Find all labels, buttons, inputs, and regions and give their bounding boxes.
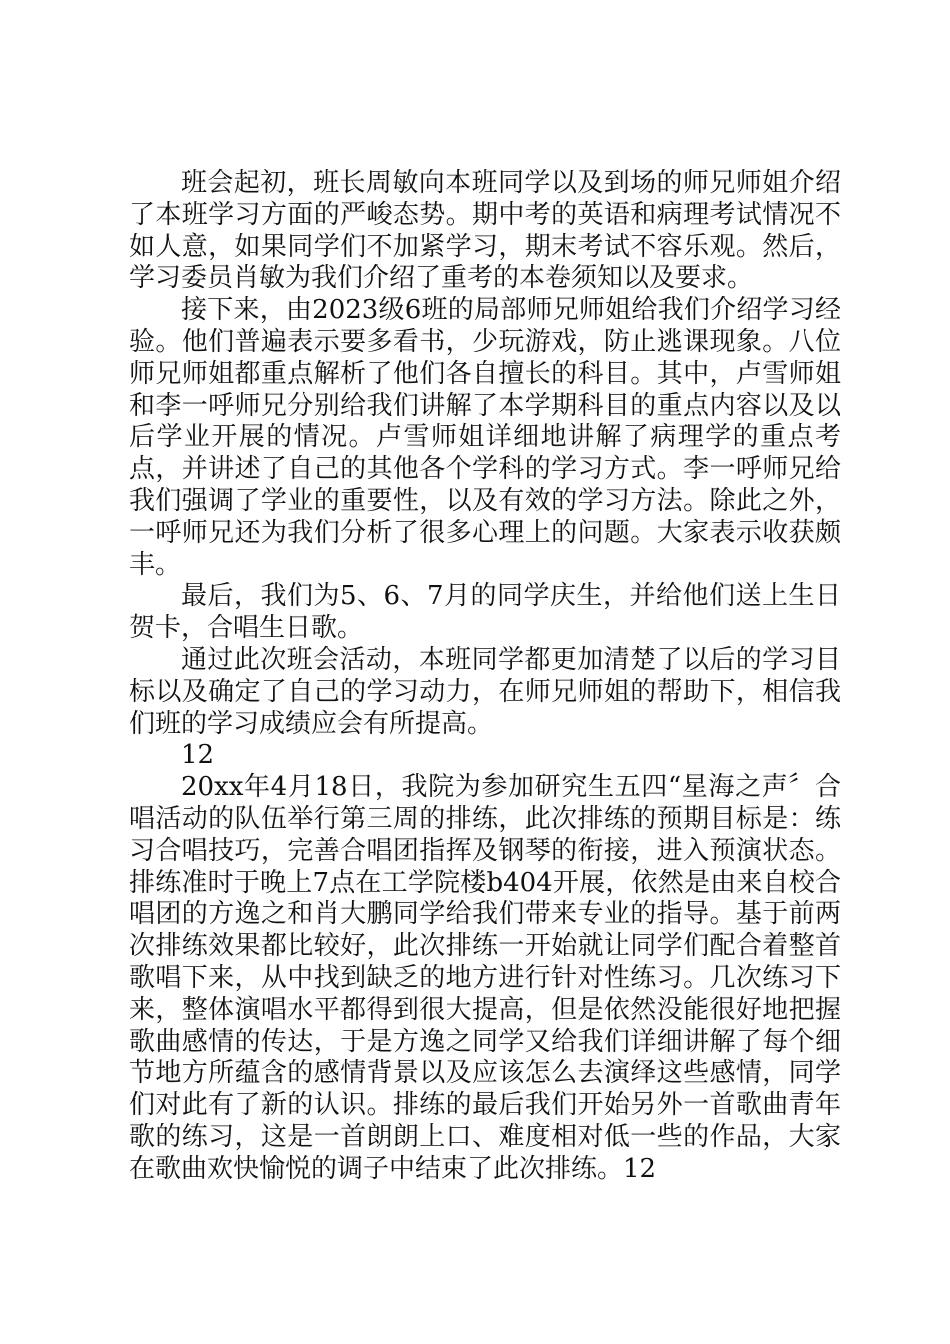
paragraph-senior-experience: 接下来，由2023级6班的局部师兄师姐给我们介绍学习经验。他们普遍表示要多看书，少玩游戏，防止逃课现象。八位师兄师姐都重点解析了他们各自擅长的科目。其中，卢雪师姐和李一呼师兄分别给我们讲解了本学期科目的重点内容以及以后学业开展的情况。卢雪师姐详细地讲解了病理学的重点考点，并讲述了自己的其他各个学科的学习方式。李一呼师兄给我们强调了学业的重要性，以及有效的学习方法。除此之外，一呼师兄还为我们分析了很多心理上的问题。大家表示收获颇丰。 (129, 295, 841, 580)
paragraph-class-meeting-intro: 班会起初，班长周敏向本班同学以及到场的师兄师姐介绍了本班学习方面的严峻态势。期中考的英语和病理考试情况不如人意，如果同学们不加紧学习，期末考试不容乐观。然后，学习委员肖敏为我们介绍了重考的本卷须知以及要求。 (129, 168, 841, 294)
paragraph-birthday: 最后，我们为5、6、7月的同学庆生，并给他们送上生日贺卡，合唱生日歌。 (129, 581, 841, 644)
paragraph-number: 12 (181, 740, 215, 771)
document-body (129, 168, 841, 1186)
paragraph-conclusion: 通过此次班会活动，本班同学都更加清楚了以后的学习目标以及确定了自己的学习动力，在师兄师姐的帮助下，相信我们班的学习成绩应会有所提高。 (129, 644, 841, 739)
paragraph-choir-rehearsal: 20xx年4月18日，我院为参加研究生五四“星海之声〞合唱活动的队伍举行第三周的排练，此次排练的预期目标是：练习合唱技巧，完善合唱团指挥及钢琴的衔接，进入预演状态。排练准时于晚上7点在工学院楼b404开展，依然是由来自校合唱团的方逸之和肖大鹏同学给我们带来专业的指导。基于前两次排练效果都比较好，此次排练一开始就让同学们配合着整首歌唱下来，从中找到缺乏的地方进行针对性练习。几次练习下来，整体演唱水平都得到很大提高，但是依然没能很好地把握歌曲感情的传达，于是方逸之同学又给我们详细讲解了每个细节地方所蕴含的感情背景以及应该怎么去演绎这些感情，同学们对此有了新的认识。排练的最后我们开始另外一首歌曲青年歌的练习，这是一首朗朗上口、难度相对低一些的作品，大家在歌曲欢快愉悦的调子中结束了此次排练。12 (129, 772, 841, 1184)
